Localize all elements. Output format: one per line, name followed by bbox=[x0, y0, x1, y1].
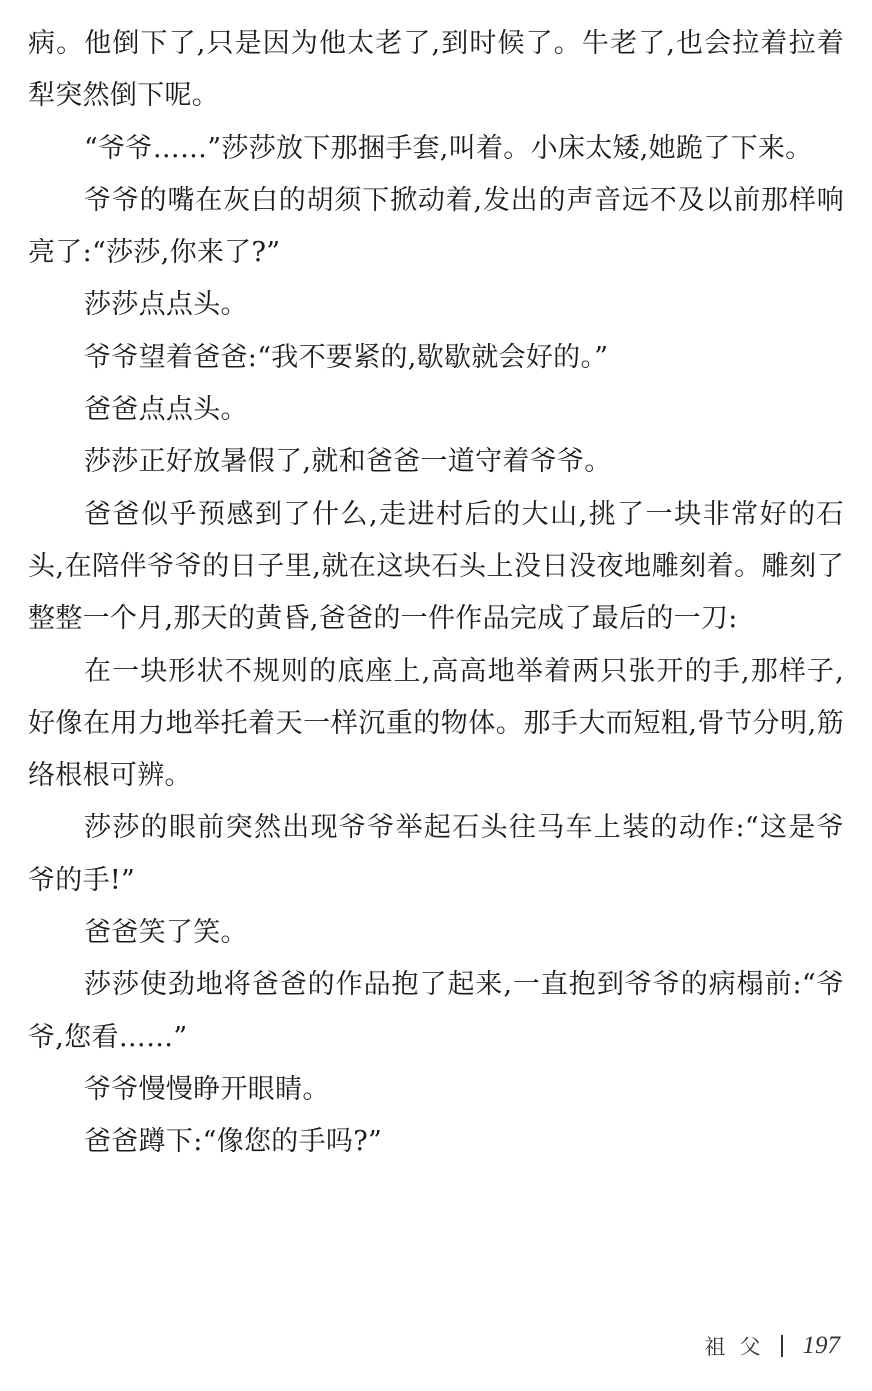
paragraph: “爷爷……”莎莎放下那捆手套,叫着。小床太矮,她跪了下来。 bbox=[84, 132, 813, 164]
paragraph: 爷爷的嘴在灰白的胡须下掀动着,发出的声音远不及以前那样响亮了:“莎莎,你来了?” bbox=[28, 184, 844, 269]
paragraph: 爸爸笑了笑。 bbox=[84, 917, 248, 949]
paragraph: 莎莎使劲地将爸爸的作品抱了起来,一直抱到爷爷的病榻前:“爷爷,您看……” bbox=[28, 969, 844, 1053]
running-title: 祖父 bbox=[704, 1335, 775, 1359]
paragraph: 莎莎正好放暑假了,就和爸爸一道守着爷爷。 bbox=[84, 446, 612, 478]
paragraph: 爷爷慢慢睁开眼睛。 bbox=[84, 1073, 330, 1105]
page-footer bbox=[705, 1326, 841, 1366]
paragraph: 病。他倒下了,只是因为他太老了,到时候了。牛老了,也会拉着拉着犁突然倒下呢。 bbox=[28, 28, 844, 112]
paragraph: 在一块形状不规则的底座上,高高地举着两只张开的手,那样子,好像在用力地举托着天一样沉重的物体。那手大而短粗,骨节分明,筋络根根可辨。 bbox=[28, 655, 844, 792]
paragraph: 爷爷望着爸爸:“我不要紧的,歇歇就会好的。” bbox=[84, 341, 609, 373]
page-body bbox=[28, 18, 844, 1169]
paragraph: 爸爸点点头。 bbox=[84, 394, 248, 426]
paragraph: 爸爸似乎预感到了什么,走进村后的大山,挑了一块非常好的石头,在陪伴爷爷的日子里,就在这块石头上没日没夜地雕刻着。雕刻了整整一个月,那天的黄昏,爸爸的一件作品完成了最后的一刀: bbox=[28, 498, 844, 635]
paragraph: 爸爸蹲下:“像您的手吗?” bbox=[84, 1126, 383, 1158]
footer-divider bbox=[781, 1335, 783, 1357]
paragraph: 莎莎的眼前突然出现爷爷举起石头往马车上装的动作:“这是爷爷的手!” bbox=[28, 812, 844, 896]
page-number: 197 bbox=[802, 1332, 840, 1359]
paragraph: 莎莎点点头。 bbox=[84, 289, 248, 321]
